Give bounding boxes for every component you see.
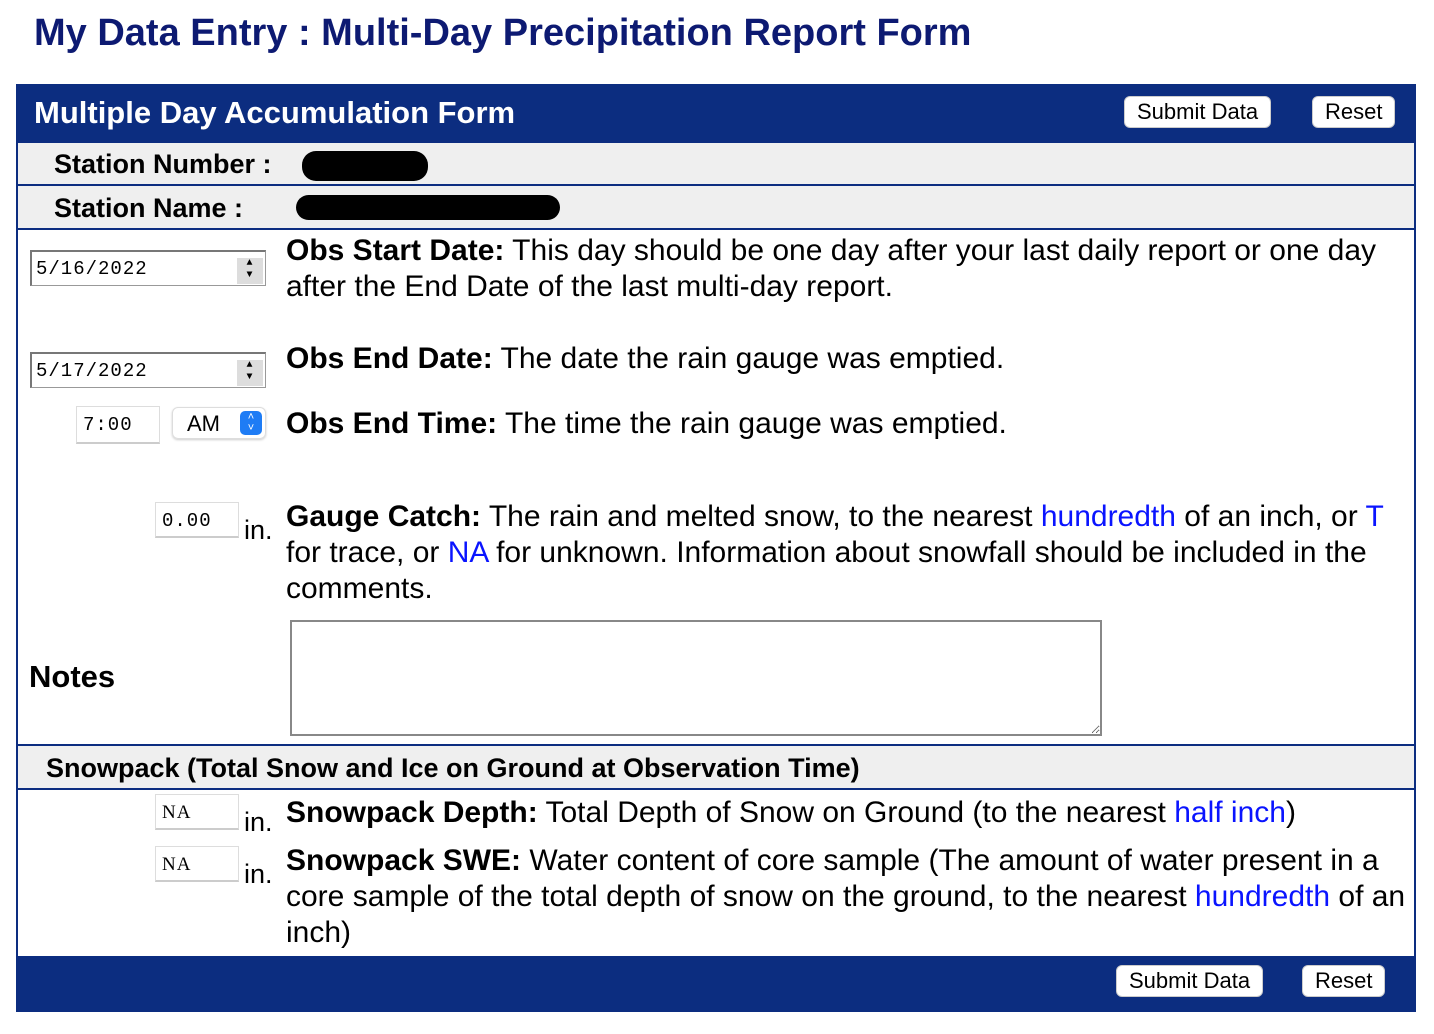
notes-label: Notes xyxy=(29,659,116,694)
end-date-text: The date the rain gauge was emptied. xyxy=(492,342,1005,375)
start-date-text: This day should be one day after your last daily report or one day after the End Date of the last multi-day report. xyxy=(286,234,1377,303)
start-date-label: Obs Start Date: xyxy=(286,234,505,267)
page-title: My Data Entry : Multi-Day Precipitation Report Form xyxy=(34,12,972,54)
snowpack-depth-text: ) xyxy=(1285,796,1296,829)
snowpack-swe-text: of an inch) xyxy=(286,880,1406,949)
half-inch-link[interactable]: half inch xyxy=(1174,796,1286,829)
snowpack-swe-unit: in. xyxy=(244,859,273,889)
gauge-description xyxy=(286,499,1406,607)
na-link[interactable]: NA xyxy=(447,536,488,569)
gauge-catch-input[interactable]: 0.00 xyxy=(155,502,239,538)
redacted-station-name xyxy=(296,195,560,220)
snowpack-depth-input[interactable]: NA xyxy=(155,794,239,830)
end-time-input[interactable]: 7:00 xyxy=(76,406,160,444)
ampm-value: AM xyxy=(187,411,220,436)
form-footer xyxy=(16,956,1416,1012)
snowpack-swe-text: Water content of core sample (The amount of water present in a core sample of the total depth of snow on the ground, to the nearest xyxy=(286,844,1379,913)
snowpack-header-row xyxy=(18,744,1414,790)
end-time-description xyxy=(286,406,1406,442)
submit-button-top[interactable]: Submit Data xyxy=(1124,96,1271,128)
ampm-select[interactable] xyxy=(172,407,266,439)
gauge-unit: in. xyxy=(244,515,273,545)
snowpack-swe-input[interactable]: NA xyxy=(155,846,239,882)
snowpack-swe-description xyxy=(286,843,1406,951)
hundredth-link[interactable]: hundredth xyxy=(1040,500,1176,533)
station-name-row xyxy=(18,186,1414,230)
snowpack-header: Snowpack (Total Snow and Ice on Ground at Observation Time) xyxy=(46,753,860,783)
snowpack-depth-text: Total Depth of Snow on Ground (to the nearest xyxy=(537,796,1175,829)
redacted-station-number xyxy=(302,151,428,181)
gauge-text: for trace, or xyxy=(286,536,448,569)
date-stepper-icon[interactable]: ▲ ▼ xyxy=(237,258,263,284)
snowpack-depth-unit: in. xyxy=(244,807,273,837)
reset-button-top[interactable]: Reset xyxy=(1312,96,1395,128)
snowpack-swe-label: Snowpack SWE: xyxy=(286,844,522,877)
end-time-text: The time the rain gauge was emptied. xyxy=(497,407,1007,440)
date-stepper-icon[interactable]: ▲ ▼ xyxy=(237,360,263,386)
reset-button-bottom[interactable]: Reset xyxy=(1302,965,1385,997)
gauge-label: Gauge Catch: xyxy=(286,500,482,533)
gauge-text: The rain and melted snow, to the nearest xyxy=(481,500,1041,533)
snowpack-depth-label: Snowpack Depth: xyxy=(286,796,538,829)
form-header-title: Multiple Day Accumulation Form xyxy=(34,95,516,130)
end-date-value: 5/17/2022 xyxy=(36,360,148,382)
station-name-label: Station Name : xyxy=(54,193,244,223)
end-date-label: Obs End Date: xyxy=(286,342,493,375)
end-time-label: Obs End Time: xyxy=(286,407,498,440)
notes-textarea[interactable] xyxy=(290,620,1102,736)
start-date-value: 5/16/2022 xyxy=(36,258,148,280)
form-header xyxy=(16,84,1416,143)
end-date-description xyxy=(286,341,1406,377)
trace-link[interactable]: T xyxy=(1365,500,1384,533)
start-date-input[interactable] xyxy=(30,250,266,286)
hundredth-link[interactable]: hundredth xyxy=(1194,880,1331,913)
snowpack-depth-description xyxy=(286,795,1406,831)
gauge-text: of an inch, or xyxy=(1175,500,1366,533)
submit-button-bottom[interactable]: Submit Data xyxy=(1116,965,1263,997)
end-date-input[interactable] xyxy=(30,352,266,388)
start-date-description xyxy=(286,233,1406,305)
station-number-label: Station Number : xyxy=(54,149,272,179)
select-chevron-icon: ˄ ˅ xyxy=(240,411,262,435)
gauge-text: for unknown. Information about snowfall should be included in the comments. xyxy=(286,536,1367,605)
station-number-row xyxy=(18,143,1414,186)
